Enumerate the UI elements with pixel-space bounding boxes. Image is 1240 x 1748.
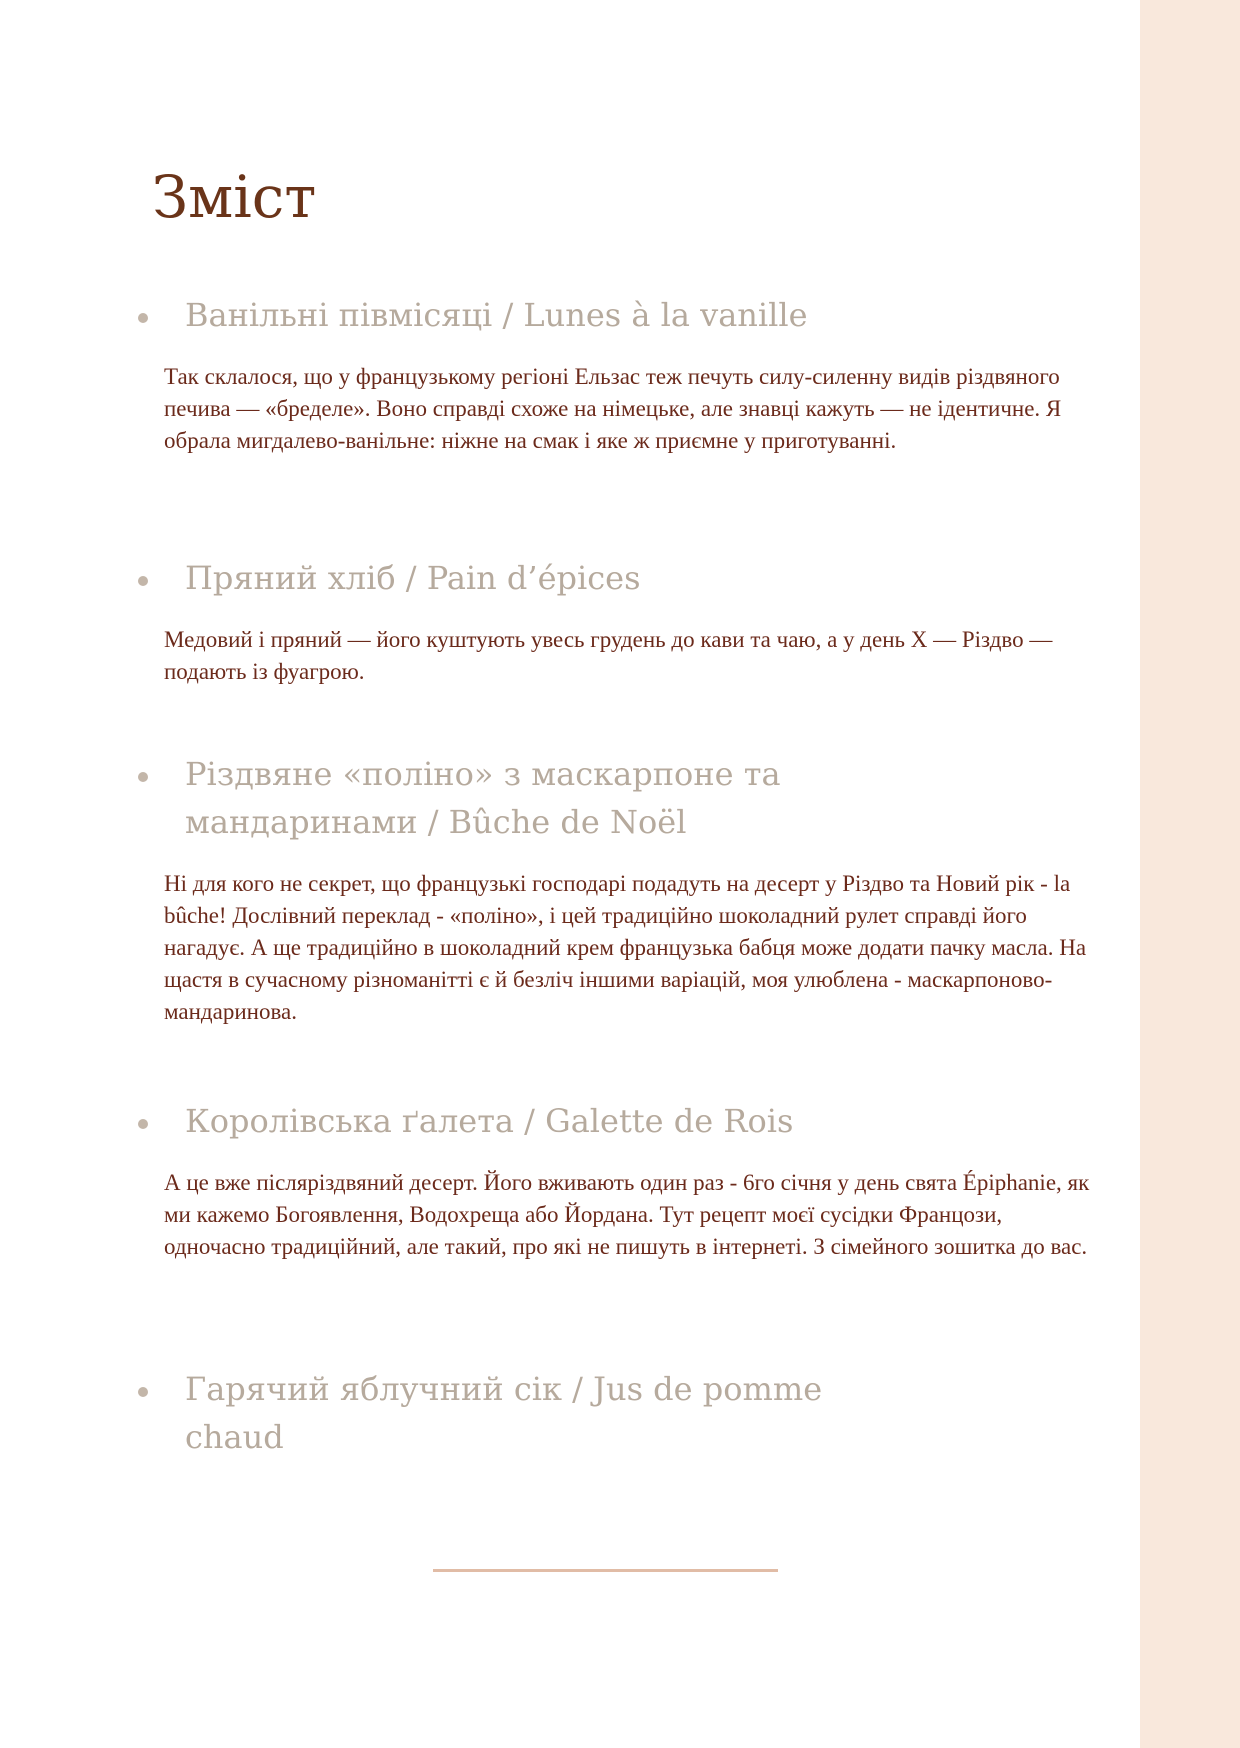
toc-entry-title[interactable]: Гарячий яблучний сік / Jus de pomme chaud: [185, 1370, 823, 1456]
bullet-icon: [138, 1119, 148, 1129]
toc-entry[interactable]: [138, 554, 1098, 688]
toc-entry-description: Так склалося, що у французькому регіоні Ельзас теж печуть силу-силенну видів різдвяного печива — «бределе». Воно справді схоже на німецьке, але знавці кажуть — не ідентичне. Я обрала мигдалево-ванільне: ніжне на смак і яке ж приємне у приготуванні.: [164, 364, 1062, 453]
bullet-icon: [138, 1387, 148, 1397]
toc-entry-heading[interactable]: [138, 554, 1098, 602]
toc-entry[interactable]: [138, 291, 1098, 457]
toc-entry-heading[interactable]: [138, 1097, 1098, 1145]
toc-entry-title[interactable]: Пряний хліб / Pain d’épices: [185, 559, 641, 597]
bullet-icon: [138, 576, 148, 586]
toc-entry-title[interactable]: Різдвяне «поліно» з маскарпоне та мандаринами / Bûche de Noël: [185, 755, 781, 841]
toc-entry-title[interactable]: Королівська ґалета / Galette de Rois: [185, 1102, 794, 1140]
toc-entry[interactable]: [138, 1097, 1098, 1263]
toc-entry-description: А це вже післяріздвяний десерт. Його вживають один раз - 6го січня у день свята Épiphanie, як ми кажемо Богоявлення, Водохреща або Йордана. Тут рецепт моєї сусідки Францози, одночасно традиційний, але такий, про які не пишуть в інтернеті. З сімейного зошитка до вас.: [164, 1170, 1090, 1259]
toc-entry-heading[interactable]: [138, 750, 1098, 846]
page-title: Зміст: [152, 163, 317, 231]
toc-entry-title[interactable]: Ванільні півмісяці / Lunes à la vanille: [185, 296, 808, 334]
toc-entry-description: Ні для кого не секрет, що французькі господарі подадуть на десерт у Різдво та Новий рік - la bûche! Дослівний переклад - «поліно», і цей традиційно шоколадний рулет справді його нагадує. А ще традиційно в шоколадний крем французька бабця може додати пачку масла. На щастя в сучасному різноманітті є й безліч іншими варіацій, моя улюблена - маскарпоново-мандаринова.: [164, 871, 1087, 1024]
bullet-icon: [138, 772, 148, 782]
footer-divider: [433, 1569, 778, 1572]
toc-entry[interactable]: [138, 750, 1098, 1028]
bullet-icon: [138, 313, 148, 323]
toc-entry-heading[interactable]: [138, 1365, 1098, 1461]
toc-entry-heading[interactable]: [138, 291, 1098, 339]
side-color-strip: [1140, 0, 1240, 1748]
toc-entry[interactable]: [138, 1365, 1098, 1461]
toc-entry-description: Медовий і пряний — його куштують увесь грудень до кави та чаю, а у день Х — Різдво — подають із фуагрою.: [164, 627, 1053, 684]
